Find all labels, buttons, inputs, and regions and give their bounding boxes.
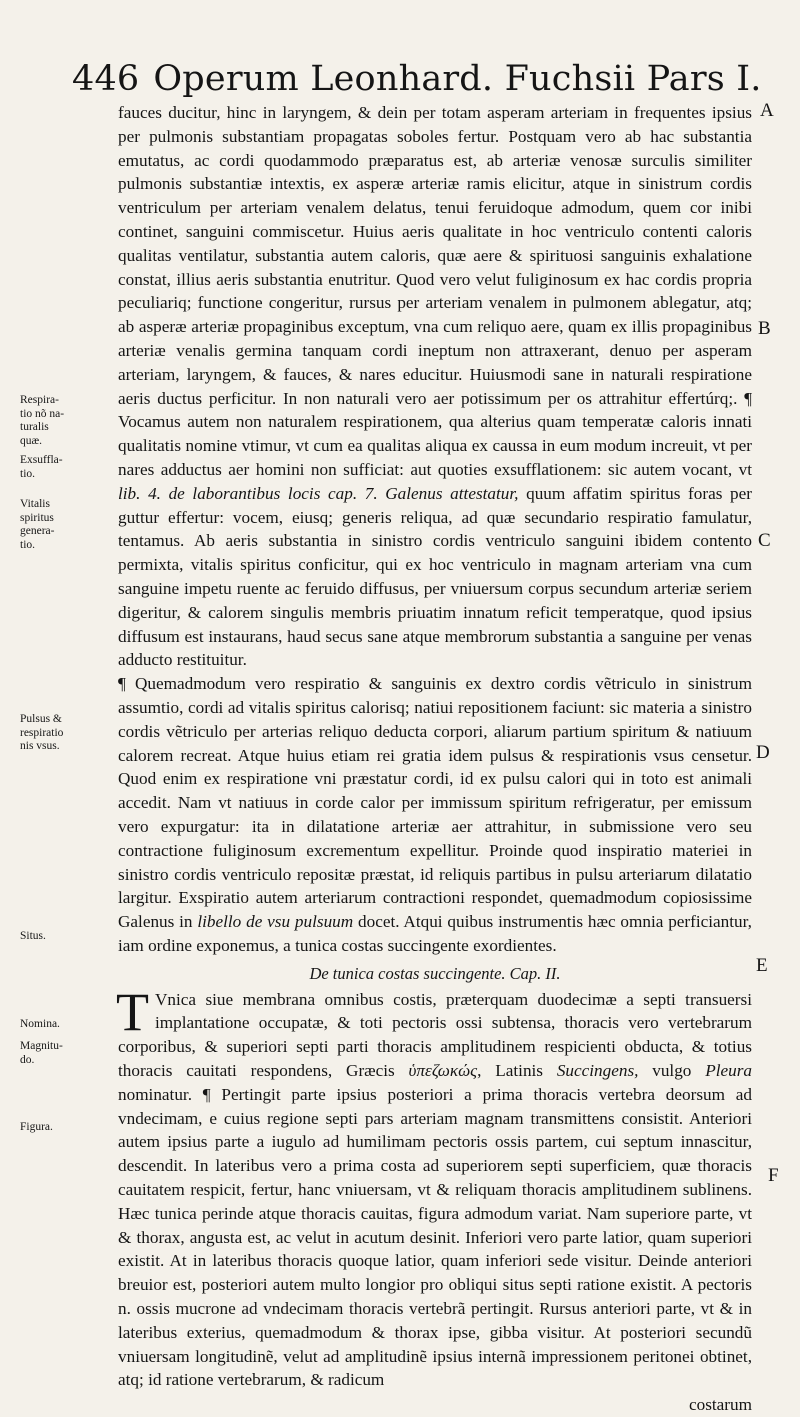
side-note-vitalis xyxy=(20,498,92,552)
note-line: tio nõ na- xyxy=(20,407,65,420)
running-header xyxy=(72,58,762,100)
drop-capital: T xyxy=(116,981,149,1042)
note-line: nis vsus. xyxy=(20,740,60,752)
paragraph-1-text: fauces ducitur, hinc in laryngem, & dein per totam asperam arteriam in frequentes ipsius per pulmonis substantiam propagatas soboles fertur. Postquam vero ab hac substantia emutatus, ac cordi quodammodo præparatus est, ab arteriæ venosæ surculis similiter pulmonis substantiæ intextis, ex asperæ arteriæ ramis elicitur, atque in sinistrum cordis ventriculum per arteriam venalem delatus, tenui feruidoque admodum, quem cor inibi continet, sanguini commiscetur. Huius aeris qualitate in hoc ventriculo contenti caloris qualitas ventilatur, substantia autem caloris, quæ aere & spirituosi sanguinis exhalatione constat, illius aeris substantia enutritur. Quod vero velut fuliginosum ex hac cordis propria peculiariq; functione congeritur, rursus per arteriam venalem in pulmonem ablegatur, atq; ab asperæ arteriæ propaginibus exceptum, vna cum reliquo aere, quam ex illis propaginibus arteriæ venalis germina tanquam cordi ineptum non attraxerant, denuo per asperam arteriam, laryngem, & fauces, & nares educitur. Huiusmodi sane in naturali respiratione aeris ductus perficitur. In non naturali vero aer potissimum per os attrahitur effertúrq;. ¶ Vocamus autem non naturalem respirationem, qua alterius quam temperatæ caloris innati qualitatis nomine vtimur, vt cum ea qualitas aliqua ex caussa in eum modum increuit, vt per nares adductus aer homini non sufficiat: aut quoties exsufflationem: sic autem vocant, vt xyxy=(118,103,752,479)
note-line: tio. xyxy=(20,467,36,480)
latin-term: Succingens, xyxy=(556,1061,639,1081)
note-line: do. xyxy=(20,1053,35,1066)
note-line: Nomina. xyxy=(20,1018,60,1030)
side-note-magnitudo xyxy=(20,1040,92,1067)
paragraph-3-text-b: , Latinis xyxy=(477,1061,557,1081)
running-title: Operum Leonhard. Fuchsii Pars I. xyxy=(153,59,762,99)
margin-letter-d: D xyxy=(756,742,770,763)
paragraph-1-continued: quum affatim spiritus foras per guttur effertur: vocem, eiusq; generis reliqua, ad quæ secundario respiratio famulatur, tentamus. Ab aeris substantia in sinistro cordis ventriculo sanguini ibidem contento permixta, vitalis spiritus conficitur, qui ex hoc ventriculo in magnam arteriam vna cum sanguine impetu ruente ac feruido diffusus, per vniuersum corpus secundum arteriæ seriem digeritur, & calorem singulis membris priuatim innatum reficit temperatque, quod ipsius diffusum est instaurans, haud secus sane atque membrorum substantia a sanguine per venas adducto restituitur. xyxy=(118,483,752,670)
note-line: Pulsus & xyxy=(20,713,62,725)
note-line: Situs. xyxy=(20,930,46,942)
paragraph-3-text-d: nominatur. ¶ Pertingit parte ipsius posteriori a prima thoracis vertebra deorsum ad vndecimam, e cuius regione septi pars arteriam magnam transmittens consistit. Anteriori autem ipsius parte a iugulo ad humilimam pectoris ossis partem, cui septum innascitur, descendit. In lateribus vero a prima costa ad superiorem septi superficiem, quæ thoracis cauitatem respicit, fertur, hanc vniuersam, vt & reliquam thoracis amplitudinem sublinens. Hæc tunica perinde atque thoracis cauitas, figura admodum variat. Nam superiore parte, vt & thorax, angusta est, ac velut in acutum desinit. Inferiori vero parte latior, quam superiori existit. At in lateribus thoracis quoque latior, quam inferiori sede visitur. Deinde anteriori breuior est, posteriori autem multo longior pro obliqui situs septi ratione existit. A pectoris n. ossis mucrone ad vndecimam thoracis vertebrã pertingit. Rursus anteriori parte, vt & in lateribus exterius, quemadmodum & thorax ipse, gibba visitur. At posteriori secundũ vniuersam longitudinẽ, velut ad amplitudinẽ ipsius internã impressionem peritonei obtinet, atq; id ratione vertebrarum, & radicum xyxy=(118,1084,752,1390)
note-line: turalis xyxy=(20,421,49,433)
margin-letter-e: E xyxy=(756,955,768,976)
margin-letter-a: A xyxy=(760,100,774,121)
page-number: 446 xyxy=(72,59,140,99)
greek-term: ὑπεζωκώς xyxy=(408,1061,478,1081)
paragraph-3 xyxy=(116,981,752,1393)
vulgar-term: Pleura xyxy=(705,1061,752,1081)
side-note-pulsus xyxy=(20,713,92,754)
paragraph-2-continued: docet. Atqui quibus instrumentis hæc omnia perficiantur, iam ordine exponemus, a tunica costas succingente exordientes. xyxy=(118,912,752,955)
note-line: genera- xyxy=(20,525,55,537)
side-note-respiratio xyxy=(20,394,92,448)
side-note-nomina xyxy=(20,1018,92,1032)
note-line: Vitalis xyxy=(20,498,50,510)
note-line: spiritus xyxy=(20,511,54,524)
margin-letter-c: C xyxy=(758,530,771,551)
note-line: Exsuffla- xyxy=(20,454,63,466)
note-line: respiratio xyxy=(20,726,64,739)
citation-de-laborantibus-locis: lib. 4. de laborantibus locis cap. 7. Galenus attestatur, xyxy=(118,483,519,503)
note-line: Magnitu- xyxy=(20,1040,63,1052)
note-line: Figura. xyxy=(20,1121,53,1133)
side-note-situs xyxy=(20,930,92,944)
paragraph-3-text-c: vulgo xyxy=(638,1061,706,1081)
note-line: tio. xyxy=(20,538,36,551)
paragraph-1 xyxy=(118,101,752,672)
margin-letter-b: B xyxy=(758,318,771,339)
paragraph-2-text: ¶ Quemadmodum vero respiratio & sanguinis ex dextro cordis vẽtriculo in sinistrum assumtio, cordi ad vitalis spiritus calorisq; natiui repositionem faciunt: sic materia a sinistro cordis vẽtriculo per arterias reliquo deducta corpori, aliarum partium spiritum & natiuum calorem recreat. Atque huius etiam rei gratia idem pulsus & respirationis vsus censetur. Quod enim ex respiratione vni præstatur cordi, id ex pulsu calori qui in toto est animali accedit. Nam vt natiuus in corde calor per immissum spiritum refrigeratur, per emissum vero expurgatur: ita in dilatatione arteriæ aer attrahitur, in submissione vero seu contractione fuliginosum excrementum expellitur. Proinde quod inspiratio materiei in sinistro cordis ventriculo repositæ præstat, id reliquis partibus in pulsu arteriarum dilatatio largitur. Exspiratio autem arteriarum contractioni respondet, quemadmodum copiosissime Galenus in xyxy=(118,674,752,932)
catchword: costarum xyxy=(688,1395,752,1415)
paragraph-2 xyxy=(118,672,752,958)
note-line: Respira- xyxy=(20,394,59,406)
paragraph-3-text: Vnica siue membrana omnibus costis, præterquam duodecimæ a septi transuersi implantatione occupatæ, & toti pectoris ossi subtensa, thoracis vero vertebrarum corporibus, & superiori septi parti thoracis amplitudinem respicienti obducta, & totius thoracis cauitati respondens, Græcis xyxy=(118,989,752,1081)
main-text xyxy=(118,101,752,1417)
margin-letter-f: F xyxy=(768,1165,779,1186)
citation-de-vsu-pulsuum: libello de vsu pulsuum xyxy=(197,912,354,932)
side-note-exsufflatio xyxy=(20,454,92,481)
side-note-figura xyxy=(20,1121,92,1135)
note-line: quæ. xyxy=(20,434,43,447)
chapter-title: De tunica costas succingente. Cap. II. xyxy=(309,963,561,983)
